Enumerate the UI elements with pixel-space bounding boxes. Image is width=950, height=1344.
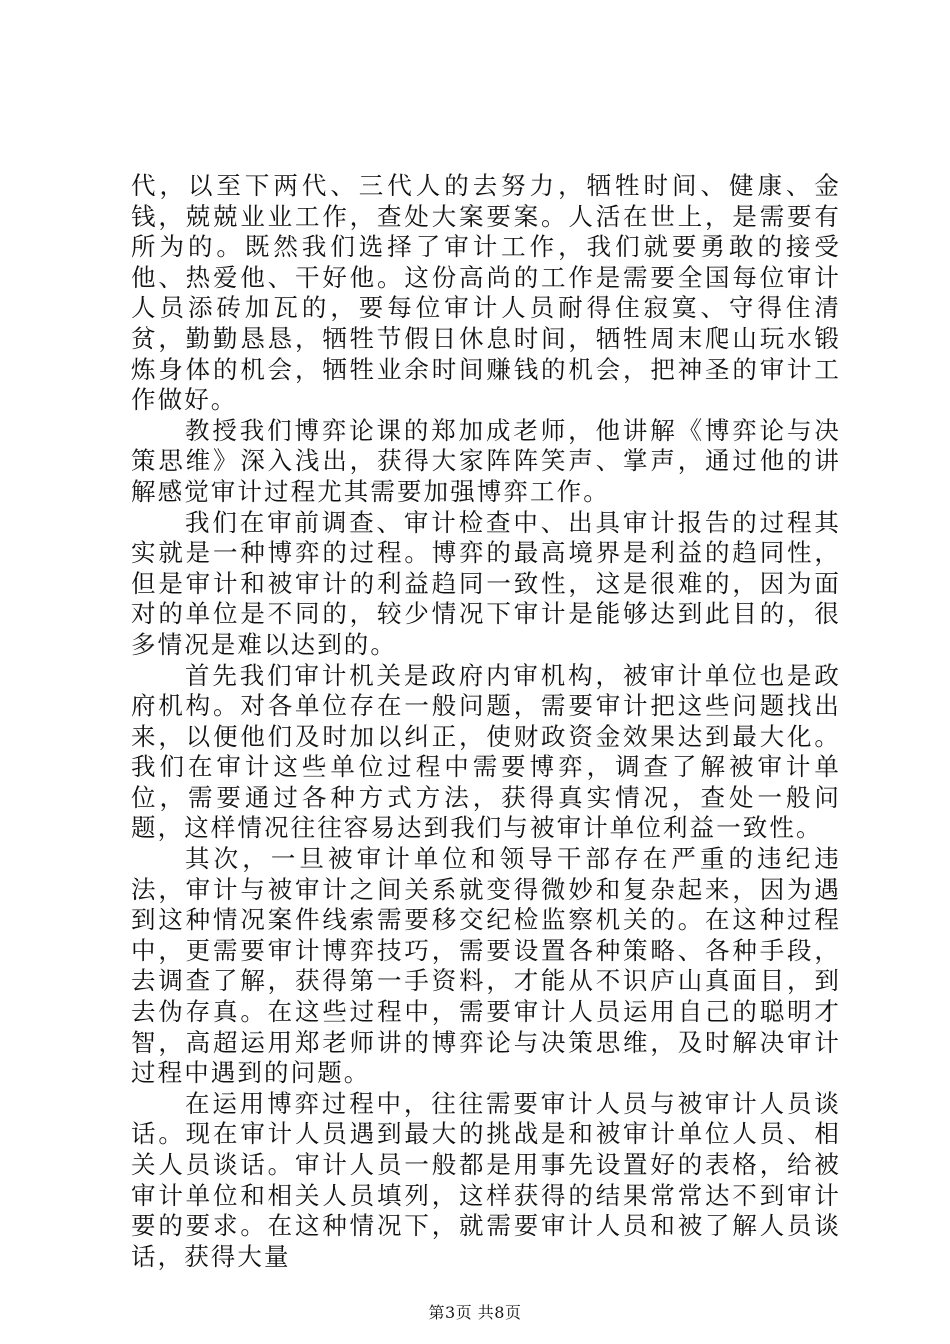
paragraph-6: 在运用博弈过程中，往往需要审计人员与被审计人员谈话。现在审计人员遇到最大的挑战是和被审计单位人员、相关人员谈话。审计人员一般都是用事先设置好的表格，给被审计单位和相关人员填列，这样获得的结果常常达不到审计要的要求。在这种情况下，就需要审计人员和被了解人员谈话，获得大量 [131,1088,841,1271]
body-text [131,171,841,1272]
paragraph-2: 教授我们博弈论课的郑加成老师，他讲解《博弈论与决策思维》深入浅出，获得大家阵阵笑声、掌声，通过他的讲解感觉审计过程尤其需要加强博弈工作。 [131,415,841,506]
paragraph-3: 我们在审前调查、审计检查中、出具审计报告的过程其实就是一种博弈的过程。博弈的最高境界是利益的趋同性，但是审计和被审计的利益趋同一致性，这是很难的，因为面对的单位是不同的，较少情况下审计是能够达到此目的，很多情况是难以达到的。 [131,507,841,659]
paragraph-5: 其次，一旦被审计单位和领导干部存在严重的违纪违法，审计与被审计之间关系就变得微妙和复杂起来，因为遇到这种情况案件线索需要移交纪检监察机关的。在这种过程中，更需要审计博弈技巧，需要设置各种策略、各种手段，去调查了解，获得第一手资料，才能从不识庐山真面目，到去伪存真。在这些过程中，需要审计人员运用自己的聪明才智，高超运用郑老师讲的博弈论与决策思维，及时解决审计过程中遇到的问题。 [131,844,841,1088]
paragraph-4: 首先我们审计机关是政府内审机构，被审计单位也是政府机构。对各单位存在一般问题，需要审计把这些问题找出来，以便他们及时加以纠正，使财政资金效果达到最大化。我们在审计这些单位过程中需要博弈，调查了解被审计单位，需要通过各种方式方法，获得真实情况，查处一般问题，这样情况往往容易达到我们与被审计单位利益一致性。 [131,660,841,843]
paragraph-1: 代，以至下两代、三代人的去努力，牺牲时间、健康、金钱，兢兢业业工作，查处大案要案。人活在世上，是需要有所为的。既然我们选择了审计工作，我们就要勇敢的接受他、热爱他、干好他。这份高尚的工作是需要全国每位审计人员添砖加瓦的，要每位审计人员耐得住寂寞、守得住清贫，勤勤恳恳，牺牲节假日休息时间，牺牲周末爬山玩水锻炼身体的机会，牺牲业余时间赚钱的机会，把神圣的审计工作做好。 [131,171,841,415]
page-footer: 第3页 共8页 [428,1303,522,1322]
